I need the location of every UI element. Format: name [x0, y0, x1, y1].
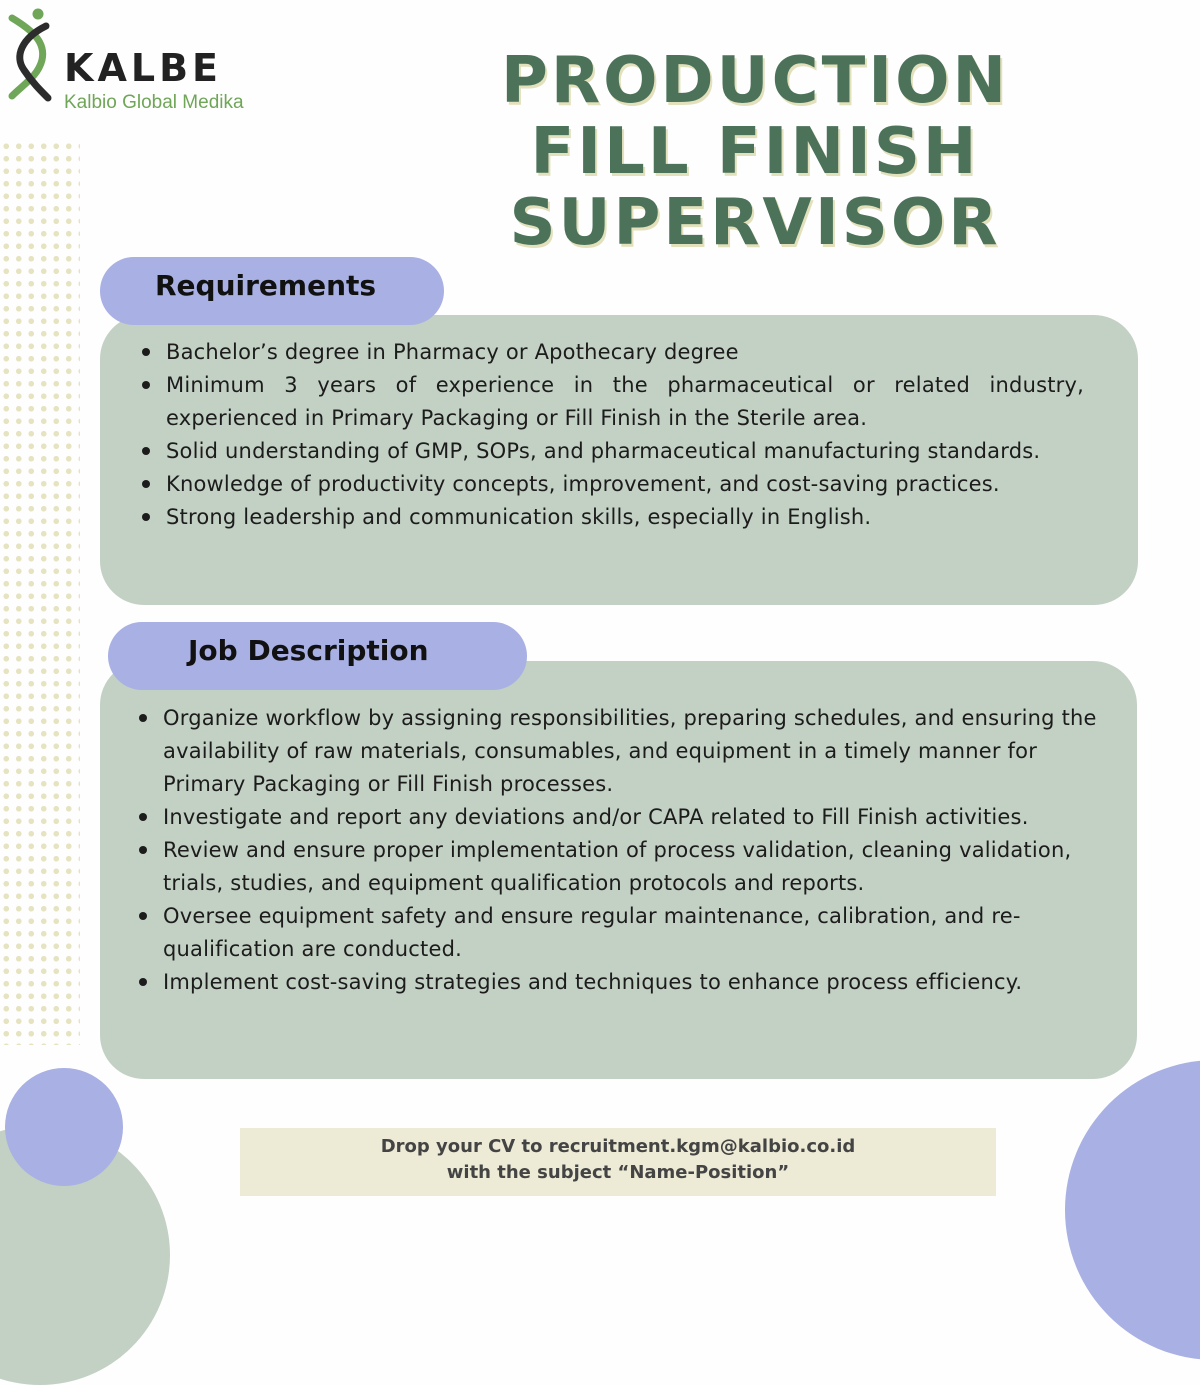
requirements-heading: Requirements: [100, 257, 444, 325]
cta-line: Drop your CV to recruitment.kgm@kalbio.co.id: [380, 1136, 856, 1157]
list-item: Review and ensure proper implementation of process validation, cleaning validation, trials, studies, and equipment qualification protocols and reports.: [163, 834, 1113, 900]
list-item: Organize workflow by assigning responsibilities, preparing schedules, and ensuring the availability of raw materials, consumables, and equipment in a timely manner for Primary Packaging or Fill Finish processes.: [163, 702, 1113, 801]
list-item: Oversee equipment safety and ensure regular maintenance, calibration, and re-qualification are conducted.: [163, 900, 1113, 966]
job-title-line: SUPERVISOR: [509, 186, 1001, 260]
decorative-circle-lavender-small: [5, 1068, 123, 1186]
decorative-dot-pattern: [0, 140, 80, 1045]
decorative-circle-lavender-large: [1065, 1060, 1200, 1360]
job-title-line: FILL FINISH: [530, 115, 980, 189]
job-title: [490, 46, 1020, 259]
list-item: Solid understanding of GMP, SOPs, and pharmaceutical manufacturing standards.: [166, 435, 1084, 468]
requirements-panel: [100, 315, 1138, 605]
list-item: Strong leadership and communication skills, especially in English.: [166, 501, 1084, 534]
cv-submission-banner: [240, 1128, 996, 1196]
list-item: Investigate and report any deviations and/or CAPA related to Fill Finish activities.: [163, 801, 1113, 834]
requirements-list: [166, 336, 1084, 534]
job-title-line: PRODUCTION: [500, 44, 1010, 118]
list-item: Minimum 3 years of experience in the pharmaceutical or related industry, experienced in Primary Packaging or Fill Finish in the Sterile area.: [166, 369, 1084, 435]
job-description-panel: [100, 661, 1137, 1079]
list-item: Knowledge of productivity concepts, improvement, and cost-saving practices.: [166, 468, 1084, 501]
brand-subtitle: Kalbio Global Medika: [64, 92, 244, 113]
brand-name: KALBE: [64, 46, 222, 90]
job-description-list: [163, 702, 1113, 999]
kalbe-logo: [0, 0, 300, 120]
job-description-heading: Job Description: [108, 622, 527, 690]
kalbe-logo-figure-icon: [2, 4, 62, 104]
cta-line: with the subject “Name-Position”: [446, 1162, 790, 1183]
list-item: Bachelor’s degree in Pharmacy or Apothecary degree: [166, 336, 1084, 369]
list-item: Implement cost-saving strategies and techniques to enhance process efficiency.: [163, 966, 1113, 999]
